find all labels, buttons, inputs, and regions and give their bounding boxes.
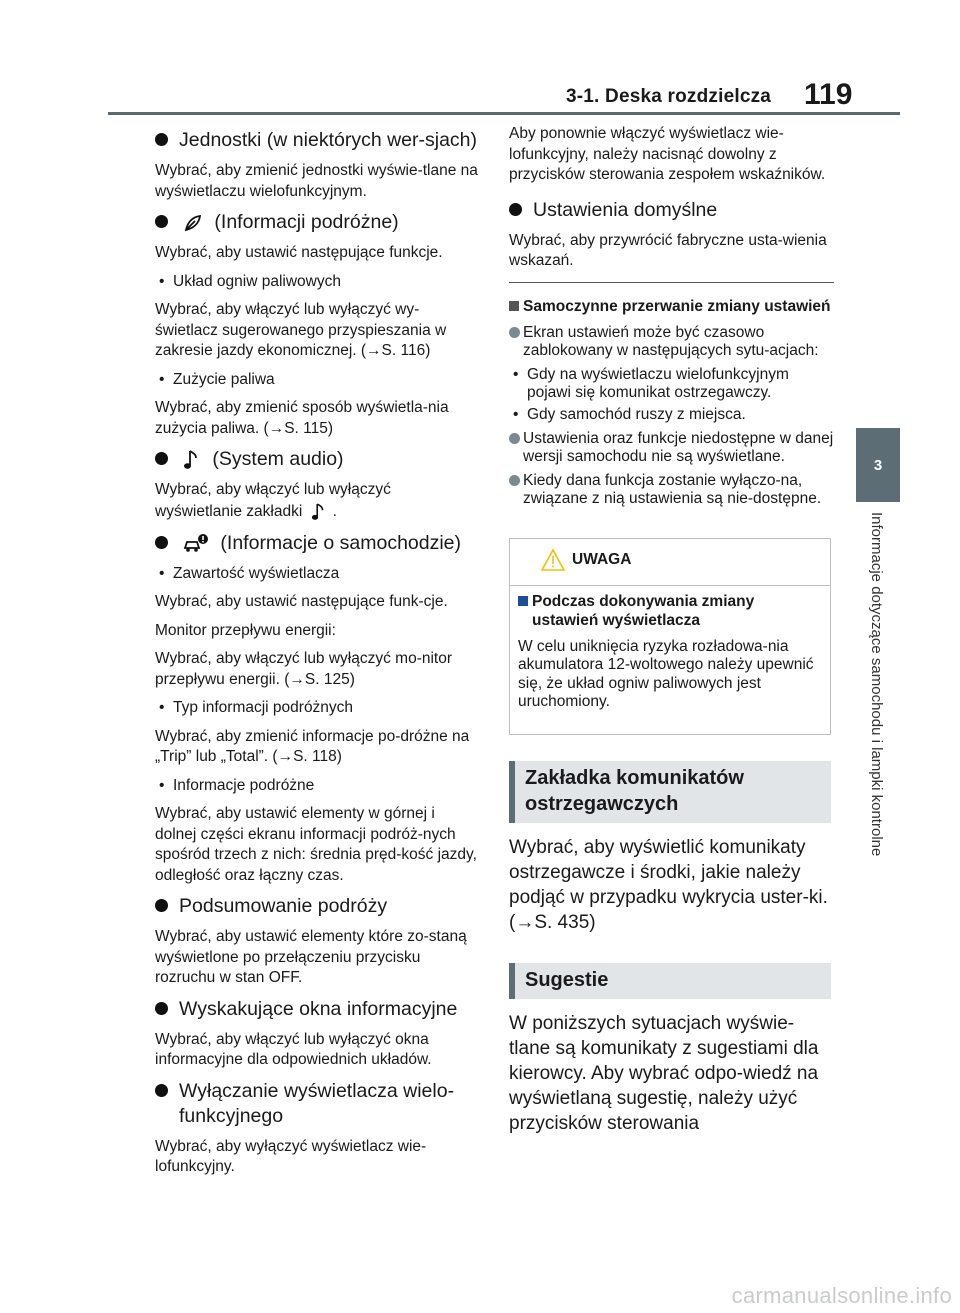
flow-text: Wybrać, aby włączyć lub wyłączyć mo-nitor przepływu energii. (→S. 125) — [155, 650, 453, 688]
warning-text: W celu uniknięcia ryzyka rozładowa-nia akumulatora 12-woltowego należy upewnić się, że układ ogniw paliwowych jest uruchomiony. — [518, 637, 814, 710]
header-rule — [108, 112, 900, 115]
vehicle-heading: (Informacje o samochodzie) — [155, 531, 480, 556]
car-info-icon — [183, 533, 209, 553]
bullet-icon — [509, 475, 520, 486]
auto-paragraph: Ustawienia oraz funkcje niedostępne w danej wersji samochodu nie są wyświetlane. — [509, 430, 834, 466]
default-text: Wybrać, aby przywrócić fabryczne usta-wienia wskazań. — [509, 231, 827, 269]
watermark: carmanualsonline.info — [731, 1283, 952, 1308]
summary-text: Wybrać, aby ustawić elementy które zo-staną wyświetlone po przełączeniu przycisku rozruchu w stan OFF. — [155, 928, 467, 986]
audio-text: Wybrać, aby włączyć lub wyłączyć wyświetlanie zakładki . — [155, 480, 480, 523]
fuel-system-text: Wybrać, aby włączyć lub wyłączyć wy-świetlacz sugerowanego przyspieszania w zakresie jazdy ekonomicznej. (→S. 116) — [155, 301, 447, 359]
music-note-icon — [183, 449, 201, 471]
section-band — [509, 963, 831, 999]
warning-label: UWAGA — [572, 550, 632, 568]
leaf-stroke-icon — [183, 213, 203, 233]
section-band-title: Zakładka komunikatów ostrzegawczych — [525, 766, 744, 815]
page-number: 119 — [804, 78, 853, 111]
right-column — [509, 124, 834, 1136]
divider — [509, 282, 834, 283]
bullet-icon — [155, 1084, 168, 1097]
bullet-icon — [155, 899, 168, 912]
popup-heading: Wyskakujące okna informacyjne — [155, 997, 480, 1022]
content-text: Wybrać, aby ustawić następujące funk-cje. — [155, 593, 448, 610]
bullet-icon — [155, 452, 168, 465]
warning-body — [510, 586, 830, 734]
trip-heading: (Informacji podróżne) — [155, 210, 480, 235]
summary-heading: Podsumowanie podróży — [155, 894, 480, 919]
bullet-icon — [509, 433, 520, 444]
tripinfo-text: Wybrać, aby ustawić elementy w górnej i dolnej części ekranu informacji podróż-nych spośród trzech z nich: średnia pręd-kość jazdy, odległość oraz łączny czas. — [155, 805, 477, 884]
list-item: • Typ informacji podróżnych — [159, 699, 354, 716]
bullet-icon — [155, 1002, 168, 1015]
consumption-text: Wybrać, aby zmienić sposób wyświetla-nia zużycia paliwa. (→S. 115) — [155, 399, 449, 437]
list-item: • Zużycie paliwa — [159, 370, 275, 388]
trip-text: Wybrać, aby ustawić następujące funkcje. — [155, 244, 443, 261]
list-item: • Zawartość wyświetlacza — [159, 564, 340, 582]
off-text: Wybrać, aby wyłączyć wyświetlacz wie-lofunkcyjny. — [155, 1137, 427, 1175]
flow-label: Monitor przepływu energii: — [155, 621, 336, 639]
auto-heading: Samoczynne przerwanie zmiany ustawień — [509, 297, 834, 316]
music-note-icon — [311, 501, 327, 523]
square-bullet-icon — [509, 301, 519, 311]
chapter-tab — [856, 428, 900, 502]
warning-box — [509, 538, 831, 735]
on-text: Aby ponownie włączyć wyświetlacz wie-lofunkcyjny, należy nacisnąć dowolny z przycisków sterowania zespołem wskaźników. — [509, 125, 826, 183]
bullet-icon — [509, 327, 520, 338]
left-column — [155, 128, 480, 1186]
section-band — [509, 761, 831, 823]
chapter-side-title — [868, 512, 898, 932]
auto-paragraph: Kiedy dana funkcja zostanie wyłączo-na, związane z nią ustawienia są nie-dostępne. — [509, 472, 834, 508]
auto-paragraph: Ekran ustawień może być czasowo zablokowany w następujących sytu-acjach: — [509, 324, 834, 360]
off-heading: Wyłączanie wyświetlacza wielo-funkcyjnego — [155, 1079, 480, 1129]
bullet-icon — [509, 203, 522, 216]
warning-triangle-icon — [540, 548, 566, 572]
tab-warn-text: Wybrać, aby wyświetlić komunikaty ostrzegawcze i środki, jakie należy podjąć w przypadku wykrycia uster-ki. (→S. 435) — [509, 836, 828, 933]
list-item: • Gdy samochód ruszy z miejsca. — [513, 405, 746, 423]
default-heading: Ustawienia domyślne — [509, 198, 834, 223]
suggestion-text: W poniższych sytuacjach wyświe-tlane są komunikaty z sugestiami dla kierowcy. Aby wybrać odpo-wiedź na wyświetlaną sugestię, należy użyć przycisków sterowania — [509, 1012, 819, 1134]
section-title: 3-1. Deska rozdzielcza — [566, 86, 772, 107]
triptype-text: Wybrać, aby zmienić informacje po-dróżne na „Trip” lub „Total”. (→S. 118) — [155, 727, 470, 765]
units-text: Wybrać, aby zmienić jednostki wyświe-tlane na wyświetlaczu wielofunkcyjnym. — [155, 162, 478, 200]
popup-text: Wybrać, aby włączyć lub wyłączyć okna informacyjne dla odpowiednich układów. — [155, 1030, 432, 1068]
warning-header — [510, 539, 830, 586]
audio-heading: (System audio) — [155, 447, 480, 472]
bullet-icon — [155, 536, 168, 549]
section-band-title: Sugestie — [525, 968, 609, 991]
chapter-number: 3 — [873, 456, 883, 474]
chapter-title: Informacje dotyczące samochodu i lampki kontrolne — [868, 512, 885, 857]
warning-heading: Podczas dokonywania zmiany ustawień wyświetlacza — [518, 592, 822, 630]
list-item: • Układ ogniw paliwowych — [159, 272, 341, 290]
bullet-icon — [155, 133, 168, 146]
bullet-icon — [155, 215, 168, 228]
units-heading: Jednostki (w niektórych wer-sjach) — [155, 128, 480, 153]
square-bullet-icon — [518, 596, 528, 606]
list-item: • Informacje podróżne — [159, 776, 315, 794]
list-item: • Gdy na wyświetlaczu wielofunkcyjnym pojawi się komunikat ostrzegawczy. — [513, 365, 789, 401]
